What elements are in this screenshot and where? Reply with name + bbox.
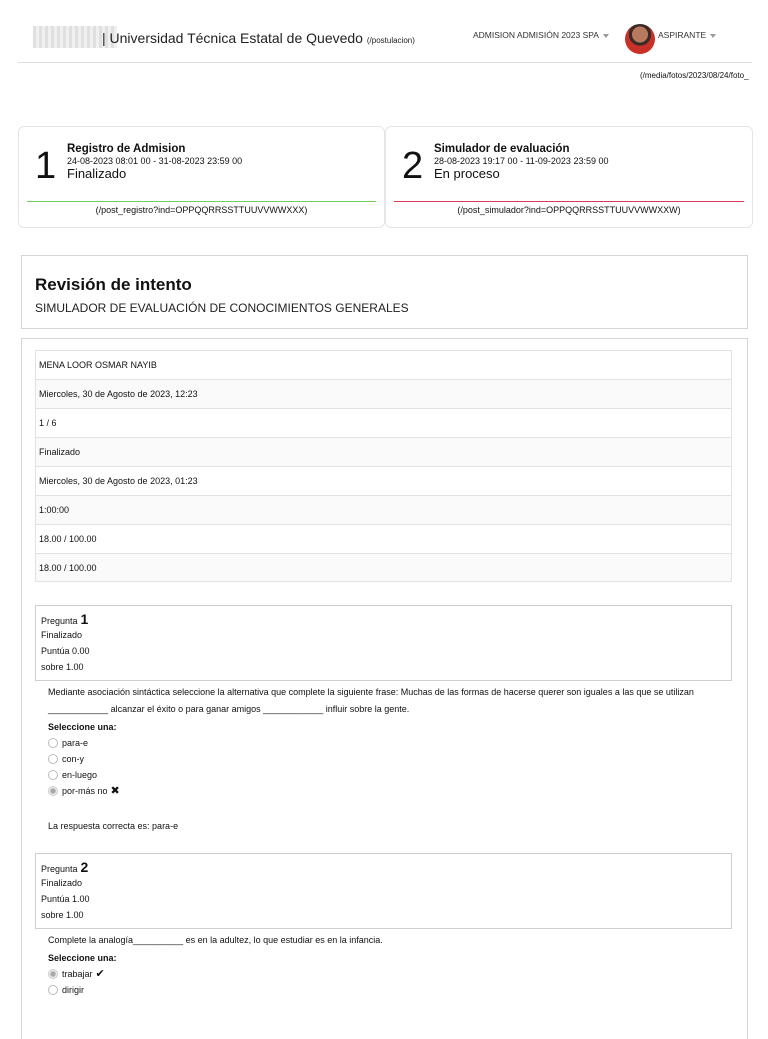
- user-dropdown[interactable]: [658, 30, 716, 40]
- admision-dropdown[interactable]: [473, 30, 609, 40]
- correct-icon: ✔: [95, 968, 105, 980]
- question-score: Puntúa 1.00: [41, 894, 90, 904]
- answer-option[interactable]: [48, 783, 728, 799]
- question-max: sobre 1.00: [41, 910, 84, 920]
- select-label: Seleccione una:: [48, 722, 117, 732]
- radio-button[interactable]: [48, 738, 58, 748]
- summary-finished: Miercoles, 30 de Agosto de 2023, 01:23: [35, 466, 732, 495]
- summary-state: Finalizado: [35, 437, 732, 466]
- question-text: Mediante asociación sintáctica seleccione la alternativa que complete la siguiente frase: Muchas de las formas de hacerse querer son iguales a las que se utilizan ____________ alcanzar el éxito o para ganar amigos ____________ influir sobre la gente.: [48, 687, 694, 714]
- question-body-2: [48, 932, 728, 998]
- select-label: Seleccione una:: [48, 953, 117, 963]
- attempt-summary-table: [35, 350, 732, 582]
- answer-option[interactable]: [48, 982, 728, 998]
- radio-button-selected[interactable]: [48, 786, 58, 796]
- summary-started: Miercoles, 30 de Agosto de 2023, 12:23: [35, 379, 732, 408]
- step-number: 2: [402, 145, 424, 187]
- question-number: 2: [80, 859, 89, 875]
- step-status: En proceso: [434, 166, 500, 181]
- page-title: Revisión de intento: [35, 275, 192, 294]
- question-info-1: [35, 605, 732, 681]
- option-label: por-más no: [62, 786, 108, 796]
- step-dates: 24-08-2023 08:01 00 - 31-08-2023 23:59 00: [67, 156, 243, 166]
- step-number: 1: [35, 145, 57, 187]
- answer-option[interactable]: [48, 767, 728, 783]
- avatar-image-path: (/media/fotos/2023/08/24/foto_: [640, 71, 749, 80]
- top-navbar: [18, 16, 752, 80]
- question-body-1: [48, 684, 728, 831]
- summary-grade: 18.00 / 100.00: [35, 553, 732, 582]
- correct-answer: La respuesta correcta es: para-e: [48, 821, 179, 831]
- option-label: trabajar: [62, 969, 93, 979]
- brand-link: (/postulacion): [366, 36, 415, 45]
- chevron-down-icon: [710, 34, 716, 38]
- step-dates: 28-08-2023 19:17 00 - 11-09-2023 23:59 00: [434, 156, 609, 166]
- step-title: Registro de Admision: [67, 143, 186, 155]
- user-dropdown-label: ASPIRANTE: [658, 30, 707, 40]
- question-heading: [41, 859, 731, 875]
- step-status-bar: [27, 201, 376, 202]
- brand-name: | Universidad Técnica Estatal de Quevedo: [102, 30, 363, 46]
- step-status-bar: [394, 201, 744, 202]
- step-link[interactable]: (/post_simulador?ind=OPPQQRRSSTTUUVVWWXXW): [457, 205, 681, 215]
- incorrect-icon: ✖: [110, 785, 120, 797]
- summary-attempt: 1 / 6: [35, 408, 732, 437]
- radio-button[interactable]: [48, 754, 58, 764]
- question-max: sobre 1.00: [41, 662, 84, 672]
- radio-button[interactable]: [48, 770, 58, 780]
- option-label: para-e: [62, 738, 89, 748]
- avatar[interactable]: [625, 24, 655, 54]
- step-status: Finalizado: [67, 166, 127, 181]
- review-header: [21, 255, 748, 329]
- answer-option[interactable]: [48, 966, 728, 982]
- radio-button[interactable]: [48, 985, 58, 995]
- question-info-2: [35, 853, 732, 929]
- step-title: Simulador de evaluación: [434, 143, 570, 155]
- answer-option[interactable]: [48, 751, 728, 767]
- answer-option[interactable]: [48, 735, 728, 751]
- step-card-registro: [18, 126, 385, 228]
- question-text: Complete la analogía__________ es en la adultez, lo que estudiar es en la infancia.: [48, 935, 383, 945]
- question-number: 1: [80, 611, 89, 627]
- radio-button-selected[interactable]: [48, 969, 58, 979]
- step-link[interactable]: (/post_registro?ind=OPPQQRRSSTTUUVVWWXXX): [95, 205, 308, 215]
- summary-time: 1:00:00: [35, 495, 732, 524]
- admision-dropdown-label: ADMISION ADMISIÓN 2023 SPA: [473, 30, 599, 40]
- review-content: [21, 338, 748, 1039]
- option-label: con-y: [62, 754, 85, 764]
- question-label: Pregunta: [41, 616, 78, 626]
- question-heading: [41, 611, 731, 627]
- option-label: dirigir: [62, 985, 85, 995]
- chevron-down-icon: [603, 34, 609, 38]
- brand-title[interactable]: [102, 30, 415, 46]
- question-score: Puntúa 0.00: [41, 646, 90, 656]
- summary-student: MENA LOOR OSMAR NAYIB: [35, 350, 732, 379]
- summary-points: 18.00 / 100.00: [35, 524, 732, 553]
- question-state: Finalizado: [41, 878, 83, 888]
- question-state: Finalizado: [41, 630, 83, 640]
- exam-name: SIMULADOR DE EVALUACIÓN DE CONOCIMIENTOS GENERALES: [35, 301, 409, 315]
- question-label: Pregunta: [41, 864, 78, 874]
- option-label: en-luego: [62, 770, 98, 780]
- step-card-simulador: [385, 126, 753, 228]
